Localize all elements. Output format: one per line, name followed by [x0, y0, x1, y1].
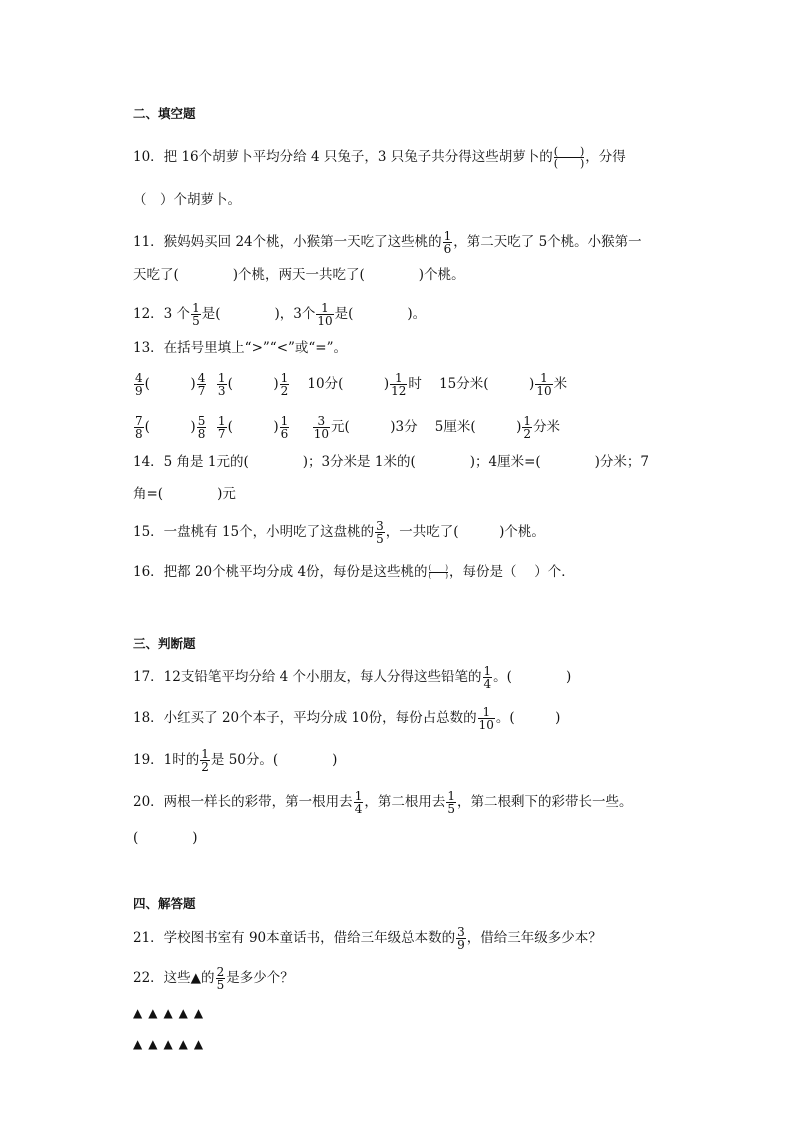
fraction [200, 748, 210, 773]
fraction-denominator: 9 [135, 384, 143, 398]
question-text-segment: ，第二天吃了 5个桃。小猴第一 [453, 234, 642, 250]
fraction-denominator: 4 [483, 677, 492, 691]
fraction-denominator: 7 [217, 427, 226, 441]
fraction-numerator: 1 [321, 301, 329, 315]
fraction-denominator: 10 [478, 718, 494, 732]
fraction-numerator: 4 [197, 371, 206, 385]
fraction-numerator: 1 [483, 664, 492, 678]
question-text-segment: 是( )。 [334, 306, 427, 322]
fraction-numerator: 2 [216, 965, 225, 979]
fraction [217, 372, 227, 397]
fraction-denominator: 5 [216, 978, 225, 992]
fraction-denominator: 5 [447, 802, 455, 816]
question-20-line-1 [133, 790, 632, 815]
question-text-segment: 分米 [533, 419, 561, 435]
fraction [217, 415, 227, 440]
fraction [456, 926, 466, 951]
question-text-segment: ，分得 [585, 149, 626, 165]
fraction-denominator: 5 [376, 532, 384, 546]
fraction-denominator: 6 [443, 242, 452, 256]
fraction-denominator: 6 [280, 427, 289, 441]
fraction-numerator: 3 [317, 414, 326, 428]
question-13-row-2 [133, 415, 560, 440]
fraction-numerator: 7 [135, 414, 143, 428]
blank-denominator: ( ) [553, 157, 585, 170]
fraction-denominator: 9 [457, 938, 465, 952]
fraction-denominator: 5 [192, 314, 200, 328]
question-text-segment: ( ) [227, 376, 279, 392]
fraction [443, 230, 453, 255]
question-text-segment: 18．小红买了 20个本子，平均分成 10份，每份占总数的 [133, 710, 477, 726]
question-text-segment: ，第二根用去 [364, 794, 446, 810]
fraction [197, 415, 207, 440]
fraction-denominator: 4 [354, 802, 363, 816]
blank-numerator: ( ) [428, 564, 448, 572]
question-12 [133, 302, 426, 327]
fraction-numerator: 1 [201, 747, 209, 761]
fraction-denominator: 10 [313, 427, 329, 441]
fraction [354, 790, 364, 815]
question-14-line-1: 14．5 角是 1元的( )；3分米是 1米的( )；4厘米=( )分米；7 [133, 454, 649, 470]
fraction-numerator: 1 [354, 789, 363, 803]
fraction [280, 415, 290, 440]
fraction-denominator: 12 [391, 384, 407, 398]
blank-fraction [429, 565, 448, 580]
question-17 [133, 665, 571, 690]
question-text-segment: 17．12支铅笔平均分给 4 个小朋友，每人分得这些铅笔的 [133, 669, 482, 685]
fraction-denominator: 2 [201, 760, 209, 774]
question-10-line-1 [133, 146, 626, 169]
fraction-numerator: 1 [192, 301, 200, 315]
question-text-segment: ( ) [144, 419, 196, 435]
question-text-segment: 是( )，3个 [201, 306, 316, 322]
fraction-denominator: 2 [280, 384, 289, 398]
question-text-segment: 是 50分。( ) [210, 752, 338, 768]
question-text-segment: ，一共吃了( )个桃。 [385, 524, 545, 540]
fraction-denominator: 10 [536, 384, 552, 398]
fraction-denominator: 10 [317, 314, 333, 328]
fraction [191, 302, 201, 327]
question-text-segment: 20．两根一样长的彩带，第一根用去 [133, 794, 353, 810]
fraction-numerator: 1 [217, 371, 226, 385]
fraction [216, 966, 226, 991]
question-10-line-2: （ ）个胡萝卜。 [133, 192, 241, 208]
fraction [483, 665, 493, 690]
blank-numerator: ( ) [553, 145, 585, 158]
fraction-denominator: 3 [217, 384, 226, 398]
fraction [316, 302, 333, 327]
question-text-segment: 12．3 个 [133, 306, 191, 322]
question-text-segment: 16．把都 20个桃平均分成 4份，每份是这些桃的 [133, 564, 428, 580]
fraction [375, 520, 385, 545]
fraction [390, 372, 407, 397]
fraction [134, 372, 144, 397]
section-heading-fill-in: 二、填空题 [133, 106, 196, 121]
question-text-segment: 。( ) [493, 669, 572, 685]
fraction-numerator: 1 [482, 705, 491, 719]
question-text-segment: 11．猴妈妈买回 24个桃，小猴第一天吃了这些桃的 [133, 234, 442, 250]
question-text-segment: ，借给三年级多少本？ [466, 930, 602, 946]
question-19 [133, 748, 337, 773]
fraction-numerator: 1 [443, 229, 452, 243]
question-text-segment: ( ) [144, 376, 196, 392]
question-text-segment: 元( )3分 [331, 419, 418, 435]
fraction-denominator: 2 [523, 427, 532, 441]
section-heading-problem-solving: 四、解答题 [133, 896, 196, 911]
fraction [197, 372, 207, 397]
question-15 [133, 520, 545, 545]
question-22 [133, 966, 294, 991]
fraction [478, 706, 495, 731]
question-text-segment: 10分( ) [307, 376, 390, 392]
question-text-segment: 米 [553, 376, 568, 392]
question-text-segment: ，第二根剩下的彩带长一些。 [456, 794, 633, 810]
fraction-numerator: 3 [457, 925, 465, 939]
fraction-numerator: 1 [523, 414, 532, 428]
question-text-segment: ( ) [227, 419, 279, 435]
question-20-line-2: ( ) [133, 830, 198, 846]
question-10-text: 10．把 16个胡萝卜平均分给 4 只兔子，3 只兔子共分得这些胡萝卜的 [133, 149, 553, 165]
fraction [134, 415, 144, 440]
fraction-numerator: 3 [376, 519, 384, 533]
fraction-numerator: 4 [135, 371, 143, 385]
question-13-intro: 13．在括号里填上“>”“<”或“=”。 [133, 340, 348, 356]
fraction-denominator: 8 [197, 427, 206, 441]
question-text-segment: 15．一盘桃有 15个，小明吃了这盘桃的 [133, 524, 375, 540]
triangle-row-2: ▲▲▲▲▲ [133, 1037, 210, 1051]
blank-denominator: ( ) [428, 572, 448, 580]
question-text-segment: 5厘米( ) [434, 419, 522, 435]
fraction [522, 415, 532, 440]
fraction-denominator: 8 [135, 427, 143, 441]
question-text-segment: ，每份是（ ）个． [449, 564, 575, 580]
fraction-numerator: 1 [280, 371, 289, 385]
fraction [535, 372, 552, 397]
section-heading-true-false: 三、判断题 [133, 636, 196, 651]
fraction-numerator: 1 [394, 371, 403, 385]
fraction-numerator: 1 [217, 414, 226, 428]
question-11-line-2: 天吃了( )个桃，两天一共吃了( )个桃。 [133, 267, 465, 283]
question-text-segment: 19．1时的 [133, 752, 200, 768]
question-13-row-1 [133, 372, 567, 397]
blank-fraction [554, 146, 585, 169]
question-text-segment: 时 [408, 376, 422, 392]
question-16 [133, 562, 575, 582]
fraction [313, 415, 330, 440]
fraction-denominator: 7 [197, 384, 206, 398]
question-text-segment: 。( ) [495, 710, 561, 726]
question-text-segment: 是多少个？ [226, 970, 294, 986]
question-11-line-1 [133, 230, 642, 255]
fraction-numerator: 5 [197, 414, 206, 428]
question-text-segment: 21．学校图书室有 90本童话书，借给三年级总本数的 [133, 930, 456, 946]
fraction-numerator: 1 [280, 414, 289, 428]
question-14-line-2: 角=( )元 [133, 486, 236, 502]
question-text-segment: 15分米( ) [439, 376, 535, 392]
fraction-numerator: 1 [540, 371, 548, 385]
fraction [280, 372, 290, 397]
question-18 [133, 706, 560, 731]
question-text-segment: 22．这些▲的 [133, 970, 215, 986]
fraction [446, 790, 456, 815]
fraction-numerator: 1 [447, 789, 455, 803]
question-21 [133, 926, 602, 951]
triangle-row-1: ▲▲▲▲▲ [133, 1006, 210, 1020]
